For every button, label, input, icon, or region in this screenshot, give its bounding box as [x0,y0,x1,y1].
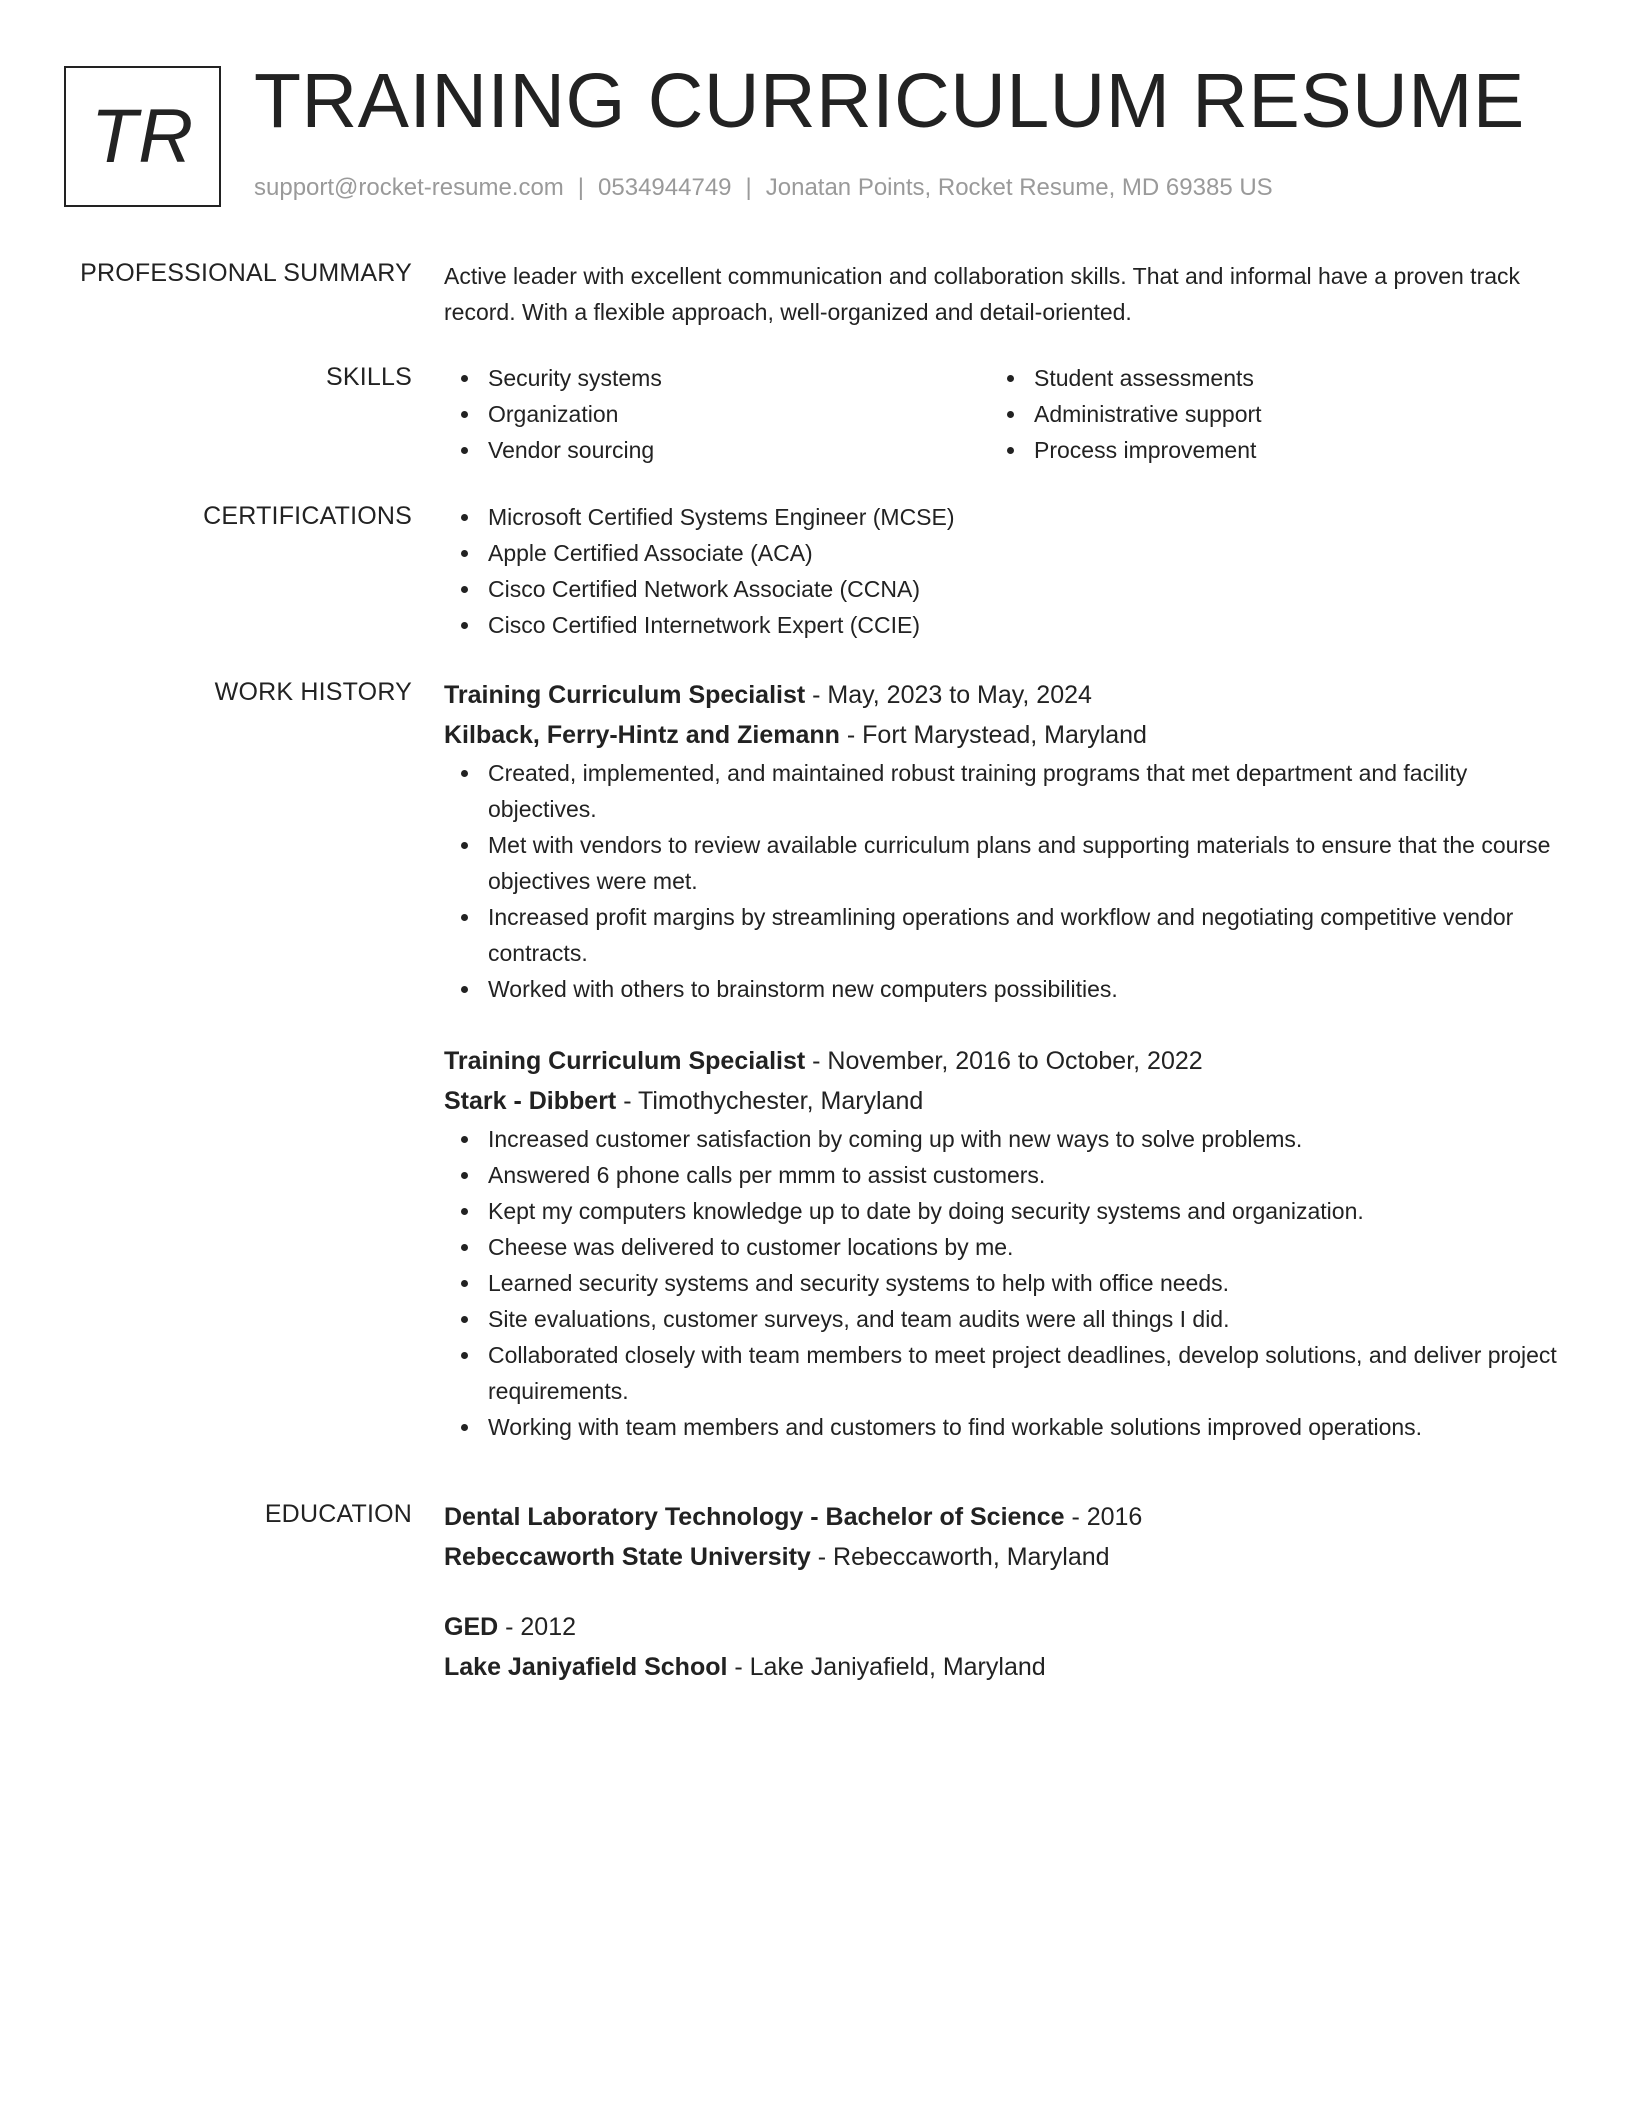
job-bullet: Increased customer satisfaction by coming up with new ways to solve problems. [488,1121,1564,1157]
resume-title: TRAINING CURRICULUM RESUME [254,58,1525,144]
job-bullet: Cheese was delivered to customer locations by me. [488,1229,1564,1265]
skills-grid [444,360,1564,468]
education-location: - Rebeccaworth, Maryland [810,1543,1110,1571]
summary-body [444,258,1564,330]
summary-text: Active leader with excellent communication and collaboration skills. That and informal have a proven track record. With a flexible approach, well-organized and detail-oriented. [444,263,1521,325]
certification-item: Cisco Certified Internetwork Expert (CCIE) [488,607,1564,643]
job-bullet: Working with team members and customers to find workable solutions improved operations. [488,1409,1564,1445]
summary-heading: PROFESSIONAL SUMMARY [80,259,412,287]
certifications-body [444,499,1564,643]
education-year: - 2012 [498,1613,577,1641]
job-bullet: Worked with others to brainstorm new computers possibilities. [488,971,1564,1007]
job-bullet: Learned security systems and security systems to help with office needs. [488,1265,1564,1301]
job-company: Kilback, Ferry-Hintz and Ziemann [444,721,840,749]
education-body [444,1497,1564,1687]
education-entry [444,1607,1564,1687]
certification-item: Cisco Certified Network Associate (CCNA) [488,571,1564,607]
job-bullet: Answered 6 phone calls per mmm to assist customers. [488,1157,1564,1193]
education-location: - Lake Janiyafield, Maryland [727,1653,1046,1681]
monogram-badge: TR [64,66,221,207]
job-bullet: Created, implemented, and maintained robust training programs that met department and facility objectives. [488,755,1564,827]
education-school: Rebeccaworth State University [444,1543,811,1571]
contact-separator: | [745,174,752,201]
job-company-line [444,715,1564,755]
education-degree-line [444,1607,1564,1647]
contact-line [254,172,1273,204]
job-dates: - November, 2016 to October, 2022 [805,1047,1203,1075]
skill-item: Organization [488,396,990,432]
job-bullet: Kept my computers knowledge up to date by doing security systems and organization. [488,1193,1564,1229]
job-title-line [444,675,1564,715]
skill-item: Process improvement [1034,432,1536,468]
contact-separator: | [577,174,585,201]
skill-item: Vendor sourcing [488,432,990,468]
education-school-line [444,1537,1564,1577]
skill-item: Student assessments [1034,360,1536,396]
contact-address: Jonatan Points, Rocket Resume, MD 69385 US [765,174,1273,201]
certification-item: Apple Certified Associate (ACA) [488,535,1564,571]
job-bullet: Met with vendors to review available curriculum plans and supporting materials to ensure that the course objectives were met. [488,827,1564,899]
job-dates: - May, 2023 to May, 2024 [805,681,1092,709]
contact-phone: 0534944749 [598,174,732,201]
job-bullet: Collaborated closely with team members to meet project deadlines, develop solutions, and deliver project requirements. [488,1337,1564,1409]
education-heading: EDUCATION [264,1500,412,1528]
skill-item: Administrative support [1034,396,1536,432]
education-year: - 2016 [1064,1503,1143,1531]
education-degree-line [444,1497,1564,1537]
education-entry [444,1497,1564,1577]
education-degree: Dental Laboratory Technology - Bachelor of Science [444,1503,1065,1531]
job-company-line [444,1081,1564,1121]
work-history-body [444,675,1564,1445]
job-location: - Timothychester, Maryland [616,1087,924,1115]
certifications-heading: CERTIFICATIONS [203,502,412,530]
skills-column-left [444,360,990,468]
education-school: Lake Janiyafield School [444,1653,728,1681]
job-entry [444,1041,1564,1445]
skill-item: Security systems [488,360,990,396]
job-bullets [444,755,1564,1007]
skills-heading: SKILLS [326,363,412,391]
job-bullets [444,1121,1564,1445]
job-title-line [444,1041,1564,1081]
education-school-line [444,1647,1564,1687]
job-entry [444,675,1564,1007]
job-bullet: Increased profit margins by streamlining operations and workflow and negotiating competitive vendor contracts. [488,899,1564,971]
job-bullet: Site evaluations, customer surveys, and team audits were all things I did. [488,1301,1564,1337]
job-location: - Fort Marystead, Maryland [839,721,1147,749]
certification-item: Microsoft Certified Systems Engineer (MCSE) [488,499,1564,535]
job-title: Training Curriculum Specialist [444,1047,806,1075]
job-title: Training Curriculum Specialist [444,681,806,709]
work-history-heading: WORK HISTORY [214,678,412,706]
education-degree: GED [444,1613,499,1641]
skills-body [444,360,1564,468]
contact-email: support@rocket-resume.com [254,174,564,201]
skills-column-right [990,360,1536,468]
job-company: Stark - Dibbert [444,1087,617,1115]
